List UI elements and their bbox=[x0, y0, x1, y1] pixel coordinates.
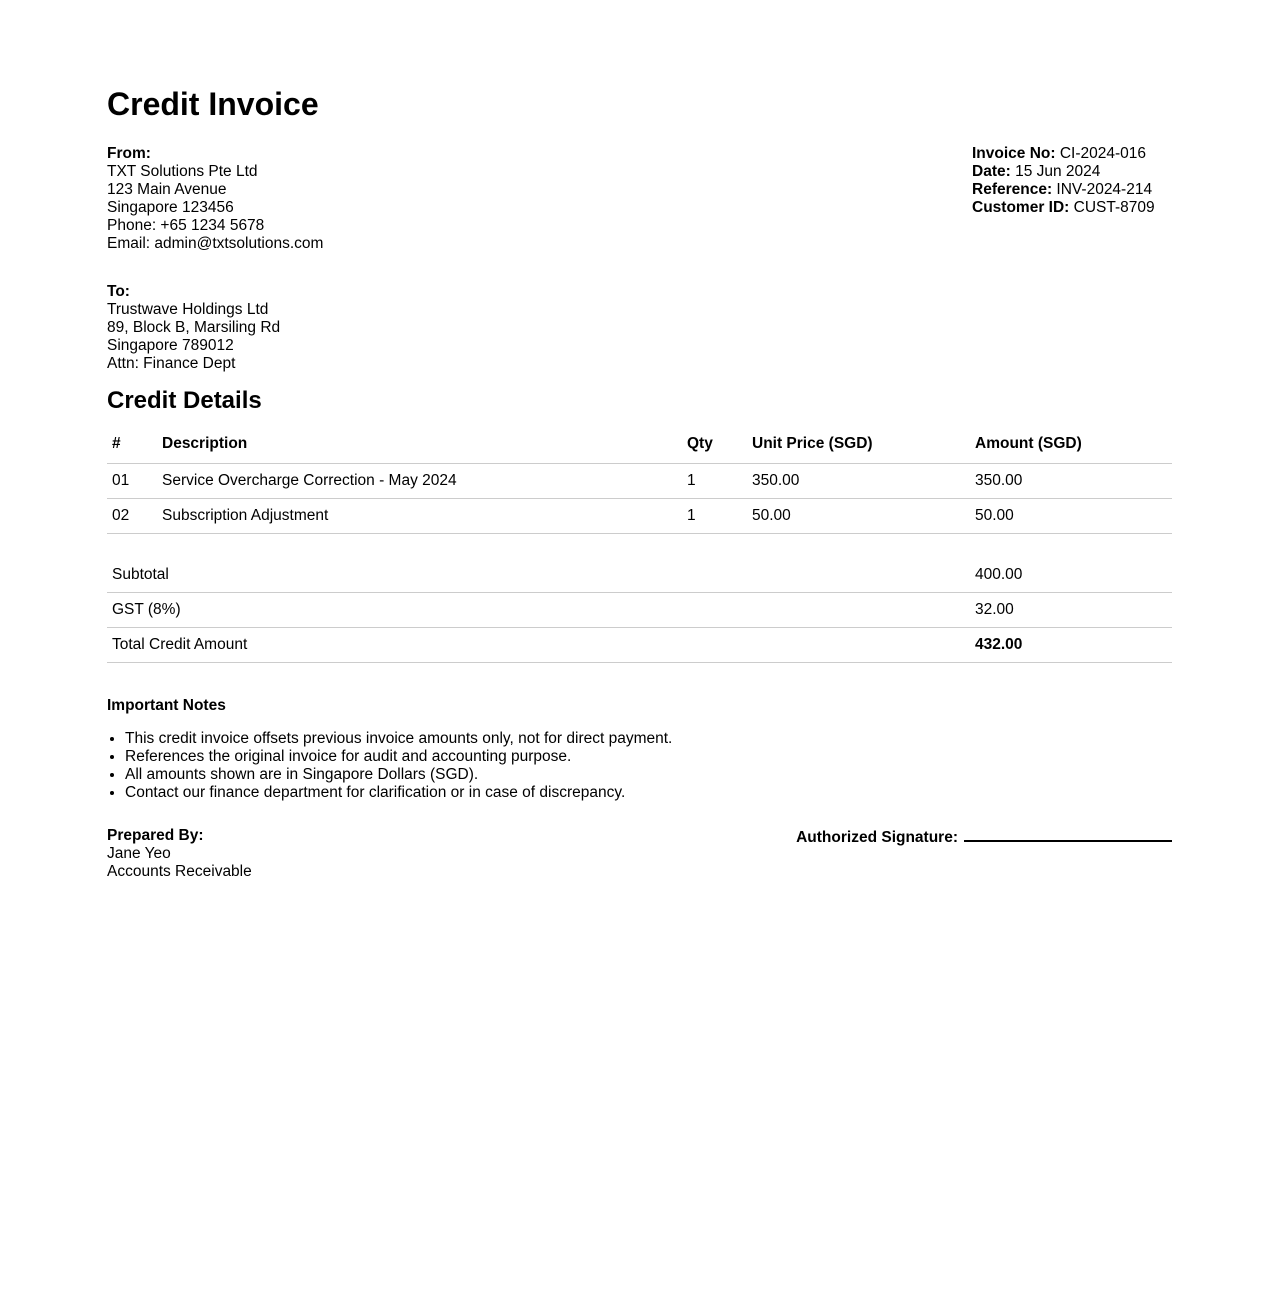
prepared-by-lines bbox=[107, 845, 252, 881]
totals-value: 400.00 bbox=[970, 558, 1172, 593]
note-item: • All amounts shown are in Singapore Dollars (SGD). bbox=[125, 766, 1172, 784]
meta-value: INV-2024-214 bbox=[1052, 181, 1153, 198]
to-address-block bbox=[107, 283, 1172, 373]
header-section bbox=[107, 145, 1172, 253]
from-address-lines bbox=[107, 163, 323, 253]
meta-value: CI-2024-016 bbox=[1055, 145, 1147, 162]
invoice-meta-line bbox=[972, 145, 1172, 163]
address-line: TXT Solutions Pte Ltd bbox=[107, 163, 258, 180]
invoice-meta-line bbox=[972, 181, 1172, 199]
footer-section bbox=[107, 827, 1172, 881]
totals-row bbox=[107, 558, 1172, 593]
item-num: 02 bbox=[107, 499, 157, 534]
table-row bbox=[107, 499, 1172, 534]
item-description: Subscription Adjustment bbox=[157, 499, 682, 534]
invoice-meta-line bbox=[972, 199, 1172, 217]
totals-label: GST (8%) bbox=[107, 593, 970, 628]
column-header-qty: Qty bbox=[682, 435, 747, 464]
note-item: • Contact our finance department for clarification or in case of discrepancy. bbox=[125, 784, 1172, 802]
meta-label: Date: bbox=[972, 163, 1011, 180]
column-header-amount: Amount (SGD) bbox=[970, 435, 1172, 464]
address-line: 123 Main Avenue bbox=[107, 181, 227, 198]
item-qty: 1 bbox=[682, 499, 747, 534]
address-line: Singapore 123456 bbox=[107, 199, 234, 216]
signature-label: Authorized Signature: bbox=[796, 829, 958, 846]
signature-line bbox=[964, 828, 1172, 842]
signature-block bbox=[796, 827, 1172, 847]
totals-value: 32.00 bbox=[970, 593, 1172, 628]
table-row bbox=[107, 464, 1172, 499]
note-item: • This credit invoice offsets previous invoice amounts only, not for direct payment. bbox=[125, 730, 1172, 748]
meta-label: Invoice No: bbox=[972, 145, 1056, 162]
address-line: Jane Yeo bbox=[107, 845, 171, 862]
meta-value: CUST-8709 bbox=[1069, 199, 1155, 216]
item-amount: 50.00 bbox=[970, 499, 1172, 534]
from-label: From: bbox=[107, 145, 151, 162]
item-unit-price: 350.00 bbox=[747, 464, 970, 499]
totals-row bbox=[107, 593, 1172, 628]
address-line: Attn: Finance Dept bbox=[107, 355, 236, 372]
to-address-lines bbox=[107, 301, 1172, 373]
prepared-by-label: Prepared By: bbox=[107, 827, 204, 844]
address-line: Accounts Receivable bbox=[107, 863, 252, 880]
notes-heading: Important Notes bbox=[107, 697, 226, 714]
item-unit-price: 50.00 bbox=[747, 499, 970, 534]
item-description: Service Overcharge Correction - May 2024 bbox=[157, 464, 682, 499]
totals-label: Subtotal bbox=[107, 558, 970, 593]
meta-label: Customer ID: bbox=[972, 199, 1070, 216]
address-line: Trustwave Holdings Ltd bbox=[107, 301, 269, 318]
prepared-by-block bbox=[107, 827, 252, 881]
column-header-unit-price: Unit Price (SGD) bbox=[747, 435, 970, 464]
column-header-description: Description bbox=[157, 435, 682, 464]
item-qty: 1 bbox=[682, 464, 747, 499]
totals-row bbox=[107, 628, 1172, 663]
to-label: To: bbox=[107, 283, 130, 300]
credit-invoice-page bbox=[107, 0, 1172, 881]
line-items-header-row bbox=[107, 435, 1172, 464]
address-line: Phone: +65 1234 5678 bbox=[107, 217, 265, 234]
invoice-meta-block bbox=[972, 145, 1172, 217]
item-amount: 350.00 bbox=[970, 464, 1172, 499]
meta-label: Reference: bbox=[972, 181, 1053, 198]
address-line: 89, Block B, Marsiling Rd bbox=[107, 319, 281, 336]
address-line: Email: admin@txtsolutions.com bbox=[107, 235, 324, 252]
address-line: Singapore 789012 bbox=[107, 337, 234, 354]
column-header-num: # bbox=[107, 435, 157, 464]
page-title: Credit Invoice bbox=[107, 86, 319, 122]
totals-value: 432.00 bbox=[970, 628, 1172, 663]
item-num: 01 bbox=[107, 464, 157, 499]
invoice-meta-line bbox=[972, 163, 1172, 181]
totals-label: Total Credit Amount bbox=[107, 628, 970, 663]
line-items-table bbox=[107, 435, 1172, 534]
note-item: • References the original invoice for audit and accounting purpose. bbox=[125, 748, 1172, 766]
totals-table bbox=[107, 558, 1172, 663]
meta-value: 15 Jun 2024 bbox=[1010, 163, 1101, 180]
credit-details-heading: Credit Details bbox=[107, 387, 262, 414]
notes-list bbox=[107, 730, 1172, 802]
from-address-block bbox=[107, 145, 323, 253]
